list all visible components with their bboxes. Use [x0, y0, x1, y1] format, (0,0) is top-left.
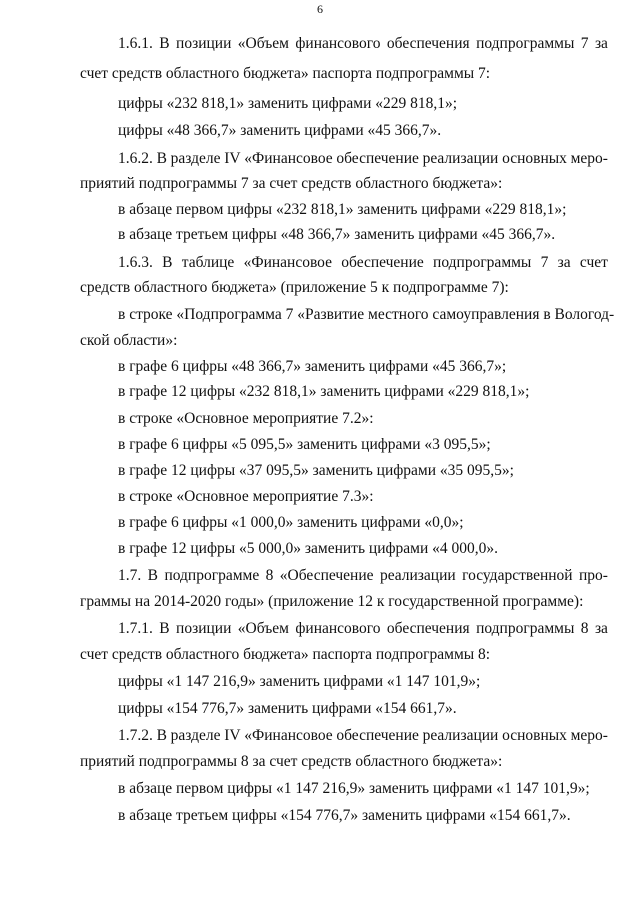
para-1-6-1-line-1-word: 1.6.1.: [118, 35, 153, 52]
para-1-6-3-line-1-word: таблице: [181, 254, 235, 271]
para-1-6-3-line-7: в строке «Основное мероприятие 7.2»:: [118, 410, 374, 427]
para-1-6-2-line-1: [118, 149, 608, 169]
para-1-7-1-line-1-word: за: [594, 620, 608, 637]
para-1-7-1-line-1-word: В: [159, 620, 170, 637]
para-1-7-line-1-word: В: [147, 567, 159, 584]
page-number: 6: [317, 2, 323, 16]
para-1-7-2-line-1-word: «Финансовое: [244, 727, 333, 744]
para-1-7-1-line-1: [118, 619, 608, 639]
para-1-6-3-line-1-word: 7: [540, 254, 549, 271]
para-1-7-line-1-word: про-: [579, 567, 608, 584]
para-1-6-1-line-1-word: финансового: [295, 35, 381, 52]
para-1-7-line-1-word: государственной: [462, 567, 573, 584]
para-1-6-1-line-1-word: «Объем: [237, 35, 289, 52]
para-1-7-line-1-word: 1.7.: [118, 567, 142, 584]
para-1-7-1-line-1-word: 8: [580, 620, 589, 637]
para-1-7-1-line-1-word: обеспечения: [386, 620, 470, 637]
para-1-7-1-line-1-word: позиции: [176, 620, 232, 637]
para-1-6-3-line-8: в графе 6 цифры «5 095,5» заменить цифрами «3 095,5»;: [118, 436, 491, 453]
para-1-7-line-2: граммы на 2014-2020 годы» (приложение 12 к государственной программе):: [80, 593, 584, 610]
para-1-6-2-line-1-word: IV: [224, 150, 241, 167]
para-1-6-2-line-1-word: разделе: [170, 150, 221, 167]
para-1-6-1-line-1: [118, 34, 608, 54]
para-1-6-1-line-3: цифры «232 818,1» заменить цифрами «229 818,1»;: [118, 95, 458, 112]
para-1-6-3-line-9: в графе 12 цифры «37 095,5» заменить цифрами «35 095,5»;: [118, 462, 514, 479]
para-1-7-2-line-1-word: В: [156, 727, 167, 744]
para-1-7-line-1-word: 8: [265, 567, 274, 584]
para-1-6-2-line-1-word: обеспечение: [336, 150, 419, 167]
para-1-6-1-line-4: цифры «48 366,7» заменить цифрами «45 366,7».: [118, 122, 442, 139]
para-1-7-2-line-1-word: 1.7.2.: [118, 727, 153, 744]
para-1-6-3-line-1-word: подпрограммы: [433, 254, 532, 271]
para-1-6-2-line-1-word: основных: [502, 150, 567, 167]
para-1-7-2-line-1-word: меро-: [570, 727, 608, 744]
para-1-7-2-line-1-word: реализации: [422, 727, 499, 744]
para-1-6-2-line-1-word: В: [156, 150, 167, 167]
para-1-7-1-line-1-word: 1.7.1.: [118, 620, 153, 637]
para-1-7-line-1: [118, 566, 608, 586]
para-1-6-2-line-2: приятий подпрограммы 7 за счет средств областного бюджета»:: [80, 175, 503, 192]
para-1-6-1-line-1-word: 7: [580, 35, 589, 52]
para-1-6-1-line-1-word: обеспечения: [386, 35, 470, 52]
para-1-7-1-line-1-word: «Объем: [237, 620, 289, 637]
para-1-6-1-line-1-word: подпрограммы: [476, 35, 575, 52]
para-1-6-3-line-2: средств областного бюджета» (приложение 5 к подпрограмме 7):: [80, 279, 509, 296]
para-1-6-3-line-1-word: «Финансовое: [243, 254, 332, 271]
para-1-6-3-line-1-word: счет: [579, 254, 608, 271]
para-1-7-2-line-1-word: обеспечение: [336, 727, 419, 744]
para-1-7-2-line-1-word: основных: [502, 727, 567, 744]
para-1-6-3-line-1-word: В: [162, 254, 173, 271]
para-1-6-3-line-4: ской области»:: [80, 332, 178, 349]
para-1-6-2-line-3: в абзаце первом цифры «232 818,1» заменить цифрами «229 818,1»;: [118, 201, 567, 218]
para-1-6-1-line-1-word: позиции: [176, 35, 232, 52]
para-1-6-3-line-1: [118, 253, 608, 273]
para-1-7-1-line-1-word: финансового: [295, 620, 381, 637]
para-1-6-2-line-1-word: реализации: [422, 150, 499, 167]
para-1-6-3-line-1-word: обеспечение: [341, 254, 424, 271]
para-1-6-3-line-3: в строке «Подпрограмма 7 «Развитие местного самоуправления в Вологод-: [118, 306, 615, 323]
para-1-6-1-line-1-word: за: [594, 35, 608, 52]
para-1-7-2-line-1-word: разделе: [170, 727, 221, 744]
para-1-6-3-line-5: в графе 6 цифры «48 366,7» заменить цифрами «45 366,7»;: [118, 358, 507, 375]
para-1-7-1-line-2: счет средств областного бюджета» паспорта подпрограммы 8:: [80, 646, 491, 663]
para-1-6-2-line-4: в абзаце третьем цифры «48 366,7» заменить цифрами «45 366,7».: [118, 226, 556, 243]
para-1-7-2-line-4: в абзаце третьем цифры «154 776,7» заменить цифрами «154 661,7».: [118, 807, 571, 824]
para-1-7-1-line-4: цифры «154 776,7» заменить цифрами «154 661,7».: [118, 700, 457, 717]
para-1-7-1-line-3: цифры «1 147 216,9» заменить цифрами «1 147 101,9»;: [118, 673, 481, 690]
para-1-7-1-line-1-word: подпрограммы: [476, 620, 575, 637]
para-1-6-2-line-1-word: 1.6.2.: [118, 150, 153, 167]
para-1-7-2-line-1-word: IV: [224, 727, 241, 744]
para-1-6-2-line-1-word: «Финансовое: [244, 150, 333, 167]
para-1-7-2-line-1: [118, 726, 608, 746]
para-1-7-2-line-3: в абзаце первом цифры «1 147 216,9» заменить цифрами «1 147 101,9»;: [118, 780, 590, 797]
para-1-6-3-line-11: в графе 6 цифры «1 000,0» заменить цифрами «0,0»;: [118, 514, 464, 531]
para-1-7-line-1-word: «Обеспечение: [279, 567, 374, 584]
para-1-6-1-line-2: счет средств областного бюджета» паспорта подпрограммы 7:: [80, 65, 491, 82]
para-1-6-3-line-1-word: 1.6.3.: [118, 254, 153, 271]
para-1-6-2-line-1-word: меро-: [570, 150, 608, 167]
para-1-7-line-1-word: реализации: [379, 567, 456, 584]
para-1-6-1-line-1-word: В: [159, 35, 170, 52]
para-1-6-3-line-6: в графе 12 цифры «232 818,1» заменить цифрами «229 818,1»;: [118, 383, 530, 400]
para-1-6-3-line-12: в графе 12 цифры «5 000,0» заменить цифрами «4 000,0».: [118, 540, 499, 557]
para-1-6-3-line-1-word: за: [557, 254, 571, 271]
para-1-7-line-1-word: подпрограмме: [164, 567, 260, 584]
para-1-7-2-line-2: приятий подпрограммы 8 за счет средств областного бюджета»:: [80, 753, 503, 770]
para-1-6-3-line-10: в строке «Основное мероприятие 7.3»:: [118, 488, 374, 505]
